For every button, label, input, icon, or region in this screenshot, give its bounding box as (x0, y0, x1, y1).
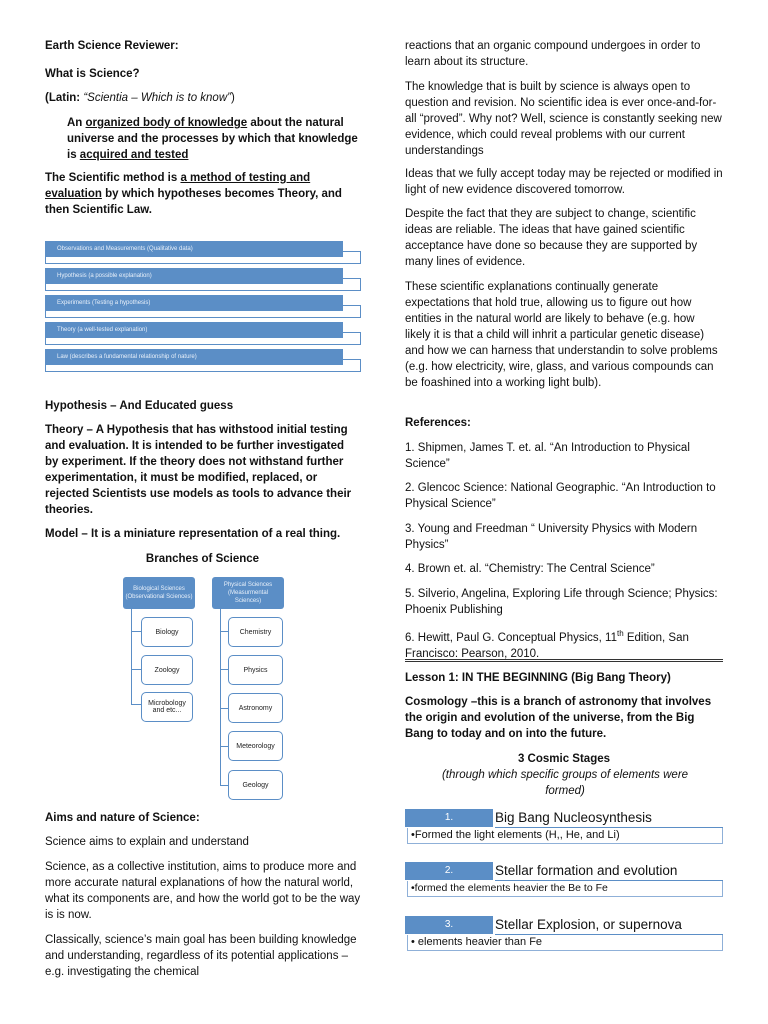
stage-title-1: Big Bang Nucleosynthesis (495, 809, 723, 828)
method-step-2: Hypothesis (a possible explanation) (45, 268, 343, 284)
latin-suffix: ) (230, 92, 235, 104)
right-paragraph-4: Despite the fact that they are subject to change, scientific ideas are reliable. The ideas that have gained scientific acceptance have done so because they are supported by many lines of evidence. (405, 208, 698, 268)
aims-paragraph-3: Classically, science’s main goal has been building knowledge and understanding, regardless of its potential applications – e.g. investigating the chemical (45, 934, 357, 978)
cosmic-stages-subtitle: (through which specific groups of elements were formed) (441, 769, 689, 797)
sm-underline: a method of testing and evaluation (45, 172, 311, 200)
stage-desc-2: •formed the elements heavier the Be to Fe (407, 881, 723, 897)
cosmology-definition (405, 694, 723, 742)
def-underline-1: organized body of knowledge (85, 117, 248, 129)
branch-meteorology: Meteorology (228, 731, 283, 761)
reference-3: 3. Young and Freedman “ University Physics with Modern Physics” (405, 523, 698, 551)
ref6-post: Edition, San Francisco: Pearson, 2010. (405, 631, 689, 660)
phys-branch-1 (220, 631, 228, 632)
phys-branch-5 (220, 785, 228, 786)
hypothesis-definition: Hypothesis – And Educated guess (45, 400, 234, 412)
latin-line (45, 90, 235, 106)
bio-branch-2 (131, 669, 141, 670)
lesson-heading: Lesson 1: IN THE BEGINNING (Big Bang Theory) (405, 672, 671, 684)
scientific-method-text (45, 170, 360, 218)
model-text: – It is a miniature representation of a real thing. (78, 528, 341, 540)
phys-branch-3 (220, 708, 228, 709)
bio-connector (131, 609, 132, 704)
method-step-4: Theory (a well-tested explanation) (45, 322, 343, 338)
stage-title-3: Stellar Explosion, or supernova (495, 916, 723, 935)
stage-desc-3: • elements heavier than Fe (407, 935, 723, 951)
branch-astronomy: Astronomy (228, 693, 283, 723)
phys-connector (220, 609, 221, 785)
model-definition (45, 526, 365, 542)
biological-sciences-head: Biological Sciences (Observational Sciences) (123, 577, 195, 609)
ref6-sup: th (617, 629, 624, 638)
stage-title-2: Stellar formation and evolution (495, 862, 723, 881)
branch-biology: Biology (141, 617, 193, 647)
right-paragraph-3: Ideas that we fully accept today may be rejected or modified in light of new evidence discovered tomorrow. (405, 168, 723, 196)
branches-title: Branches of Science (145, 553, 260, 565)
theory-text: – A Hypothesis that has withstood initial testing and evaluation. It is intended to be further investigated by experiment. If the theory does not withstand further experimentation, it must be modified, replaced, or rejected Scientists use models as tools to advance their theories. (45, 424, 352, 516)
def-part-2: about the natural universe and the processes by which that knowledge is (67, 117, 358, 161)
aims-paragraph-1: Science aims to explain and understand (45, 836, 249, 848)
reference-4: 4. Brown et. al. “Chemistry: The Central Science” (405, 563, 655, 575)
reference-2: 2. Glencoc Science: National Geographic. “An Introduction to Physical Science” (405, 482, 716, 510)
right-paragraph-5: These scientific explanations continually generate expectations that hold true, allowing us to figure out how entities in the natural world are likely to behave (e.g. how likely it is that a child will inhrit a particular genetic disease) and how we can harness that understandin to solve problems (e.g. how electricity, wire, glass, and various compounds can be foashined into a working light bulb). (405, 281, 718, 389)
bio-branch-1 (131, 631, 141, 632)
reference-6 (405, 626, 723, 662)
model-label: Model (45, 528, 79, 540)
method-step-5: Law (describes a fundamental relationship of nature) (45, 349, 343, 365)
phys-branch-4 (220, 746, 228, 747)
sm-part-1: The Scientific method is (45, 172, 181, 184)
science-definition (67, 115, 362, 163)
cosmology-label: Cosmology (405, 696, 468, 708)
def-part-1: An (67, 117, 86, 129)
stage-number-1: 1. (405, 809, 493, 827)
what-is-science-heading: What is Science? (45, 68, 140, 80)
sm-part-2: by which hypotheses becomes Theory, and then Scientific Law. (45, 188, 342, 216)
latin-quote: “Scientia – Which is to know” (83, 92, 231, 104)
theory-definition (45, 422, 360, 518)
phys-branch-2 (220, 669, 228, 670)
cosmology-text: –this is a branch of astronomy that involves the origin and evolution of the universe, from the Big Bang to today and on into the future. (405, 696, 712, 740)
physical-sciences-head: Physical Sciences (Measurmental Sciences) (212, 577, 284, 609)
branch-physics: Physics (228, 655, 283, 685)
stage-number-2: 2. (405, 862, 493, 880)
ref6-pre: 6. Hewitt, Paul G. Conceptual Physics, 11 (405, 631, 617, 644)
section-divider (405, 659, 723, 662)
cosmic-stages-title: 3 Cosmic Stages (517, 753, 611, 765)
branch-microbiology: Microbology and etc... (141, 692, 193, 722)
references-heading: References: (405, 417, 471, 429)
bio-branch-3 (131, 704, 141, 705)
method-step-1: Observations and Measurements (Qualitative data) (45, 241, 343, 257)
document-title: Earth Science Reviewer: (45, 40, 179, 52)
right-paragraph-2: The knowledge that is built by science is always open to question and revision. No scientific idea is ever once-and-for-all “proved”. Why not? Well, science is constantly seeking new evidence, which could reveal problems with our current understandings (405, 81, 722, 157)
reference-5: 5. Silverio, Angelina, Exploring Life through Science; Physics: Phoenix Publishing (405, 588, 718, 616)
reference-1: 1. Shipmen, James T. et. al. “An Introduction to Physical Science” (405, 442, 690, 470)
def-underline-2: acquired and tested (79, 149, 189, 161)
method-step-3: Experiments (Testing a hypothesis) (45, 295, 343, 311)
latin-prefix: (Latin: (45, 92, 84, 104)
stage-number-3: 3. (405, 916, 493, 934)
aims-heading: Aims and nature of Science: (45, 812, 200, 824)
right-paragraph-1: reactions that an organic compound undergoes in order to learn about its structure. (405, 40, 701, 68)
stage-desc-1: •Formed the light elements (H,, He, and Li) (407, 828, 723, 844)
theory-label: Theory (45, 424, 84, 436)
branch-geology: Geology (228, 770, 283, 800)
aims-paragraph-2: Science, as a collective institution, aims to produce more and more accurate natural explanations of how the natural world, what its components are, and how the world got to be the way is is now. (45, 861, 361, 921)
branch-zoology: Zoology (141, 655, 193, 685)
branch-chemistry: Chemistry (228, 617, 283, 647)
